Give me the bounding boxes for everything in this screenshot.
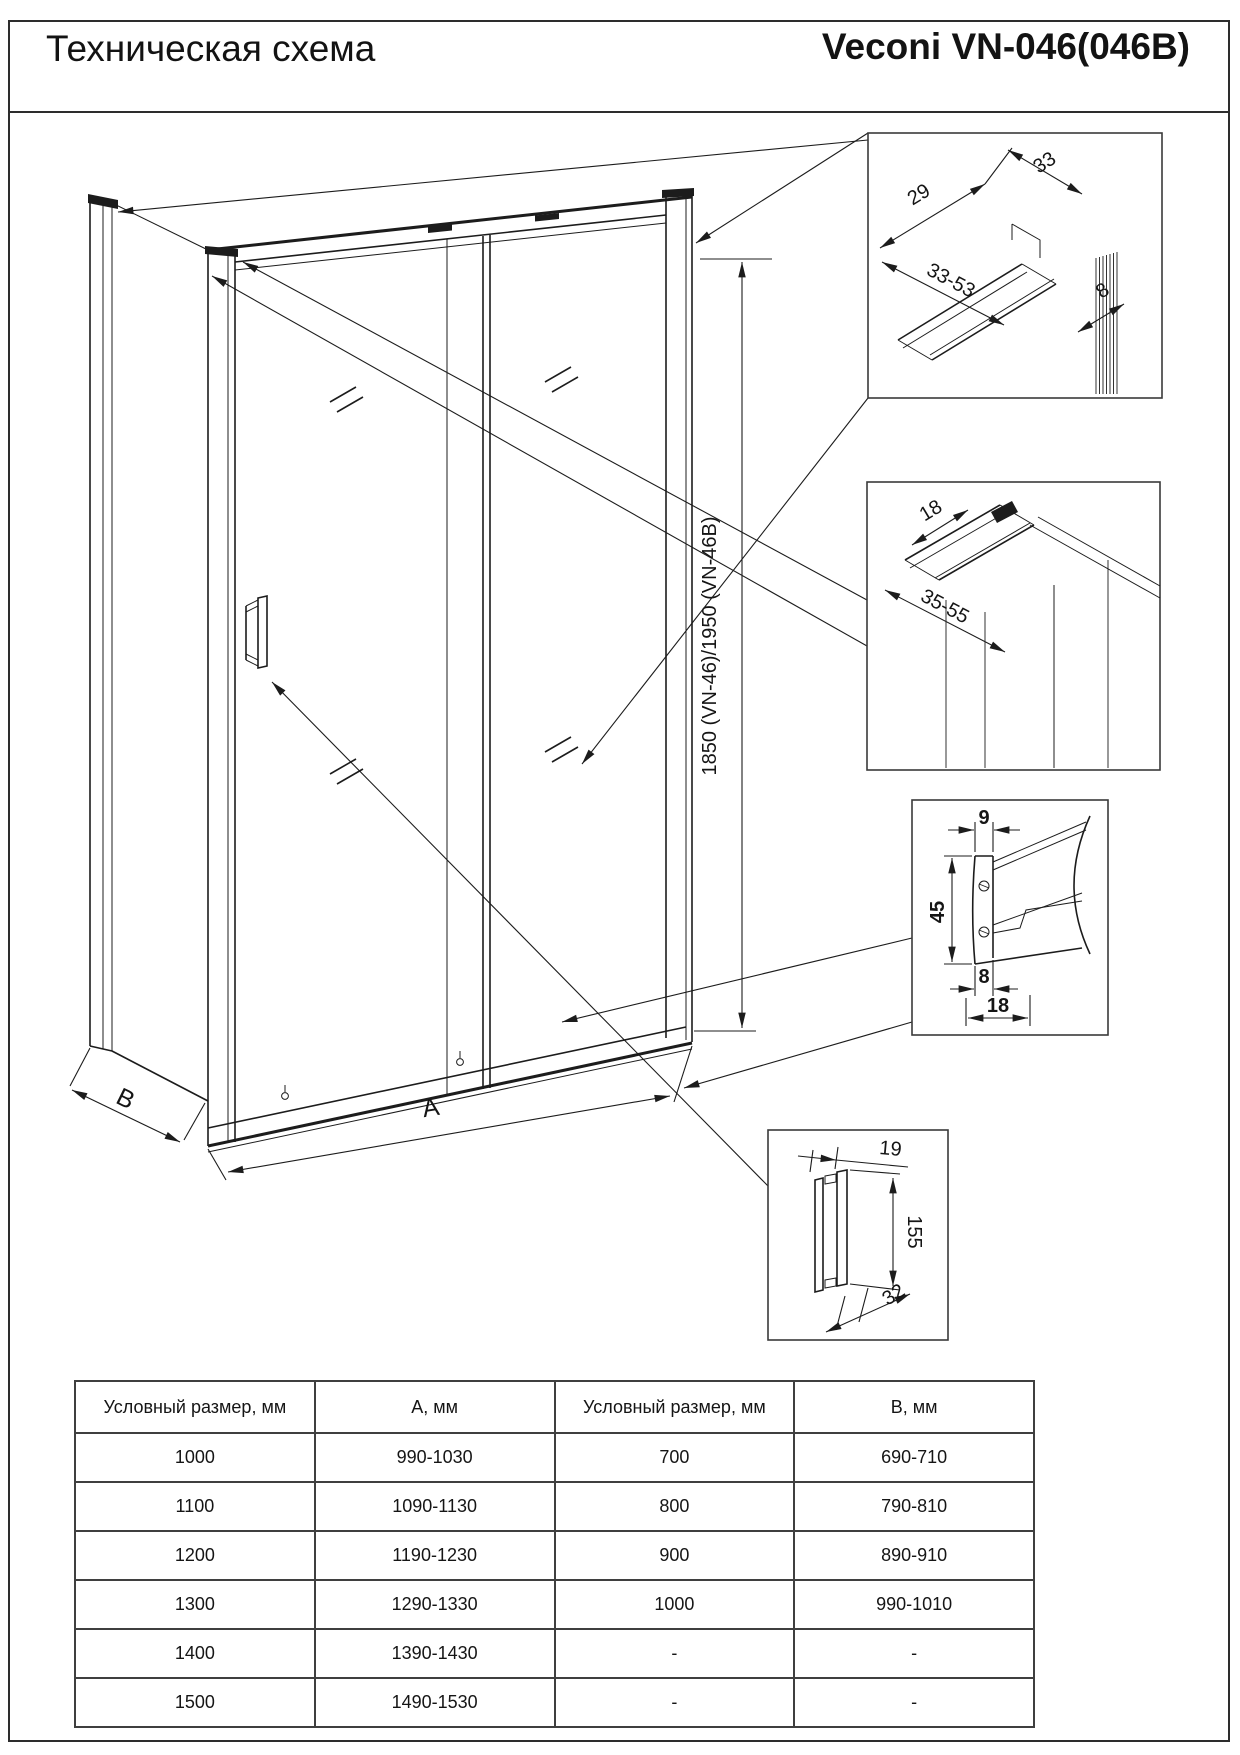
dim-18-wall: 18 <box>915 495 947 527</box>
depth-dimension <box>70 1048 205 1142</box>
cell: 1090-1130 <box>315 1482 555 1531</box>
cell: 1490-1530 <box>315 1678 555 1727</box>
page-title: Техническая схема <box>46 28 376 69</box>
detail-leader-lines <box>118 133 912 1186</box>
table-row <box>75 1531 1034 1580</box>
cell: 990-1030 <box>315 1433 555 1482</box>
cell: 890-910 <box>794 1531 1034 1580</box>
table-row <box>75 1580 1034 1629</box>
cell: 990-1010 <box>794 1580 1034 1629</box>
table-row <box>75 1678 1034 1727</box>
cell: 800 <box>555 1482 795 1531</box>
glass-hatch-marks <box>330 367 578 784</box>
dim-33-53: 33-53 <box>923 258 979 303</box>
cell: 790-810 <box>794 1482 1034 1531</box>
cell: 900 <box>555 1531 795 1580</box>
table-row <box>75 1629 1034 1678</box>
cell: - <box>794 1678 1034 1727</box>
dim-18-bottom: 18 <box>986 995 1010 1017</box>
height-dimension-label: 1850 (VN-46)/1950 (VN-46B) <box>699 516 721 776</box>
detail-bottom-profile <box>912 800 1108 1035</box>
dim-35-55: 35-55 <box>917 584 973 629</box>
dim-19: 19 <box>878 1137 903 1161</box>
cell: - <box>794 1629 1034 1678</box>
table-header-row <box>75 1381 1034 1433</box>
cell: 1000 <box>555 1580 795 1629</box>
cell: 700 <box>555 1433 795 1482</box>
dim-8-top: 8 <box>1092 278 1114 304</box>
detail-top-track <box>868 133 1162 398</box>
detail-handle <box>768 1130 948 1340</box>
cell: - <box>555 1678 795 1727</box>
depth-dimension-label: B <box>111 1082 140 1116</box>
col-header-a: А, мм <box>315 1381 555 1433</box>
col-header-size-a: Условный размер, мм <box>75 1381 315 1433</box>
dim-33: 33 <box>1029 147 1061 179</box>
glass-edge-hatch <box>1096 252 1117 394</box>
table-row <box>75 1482 1034 1531</box>
size-table <box>74 1380 1035 1728</box>
dim-45: 45 <box>927 900 949 924</box>
cell: 690-710 <box>794 1433 1034 1482</box>
cell: - <box>555 1629 795 1678</box>
model-title: Veconi VN-046(046B) <box>821 26 1190 67</box>
dim-32: 32 <box>878 1279 910 1311</box>
detail-wall-profile <box>867 482 1160 770</box>
dim-9: 9 <box>978 807 990 829</box>
cell: 1200 <box>75 1531 315 1580</box>
door-handle <box>246 596 267 668</box>
cell: 1500 <box>75 1678 315 1727</box>
dim-155: 155 <box>903 1215 925 1249</box>
dim-8-bottom: 8 <box>978 966 990 988</box>
dim-29: 29 <box>903 179 935 211</box>
cell: 1300 <box>75 1580 315 1629</box>
table-row <box>75 1433 1034 1482</box>
side-wall-panel <box>88 194 208 1101</box>
col-header-size-b: Условный размер, мм <box>555 1381 795 1433</box>
col-header-b: В, мм <box>794 1381 1034 1433</box>
cell: 1100 <box>75 1482 315 1531</box>
width-dimension-label: A <box>420 1092 442 1124</box>
cell: 1390-1430 <box>315 1629 555 1678</box>
cell: 1400 <box>75 1629 315 1678</box>
cell: 1000 <box>75 1433 315 1482</box>
cell: 1190-1230 <box>315 1531 555 1580</box>
height-dimension <box>694 259 772 1031</box>
cell: 1290-1330 <box>315 1580 555 1629</box>
